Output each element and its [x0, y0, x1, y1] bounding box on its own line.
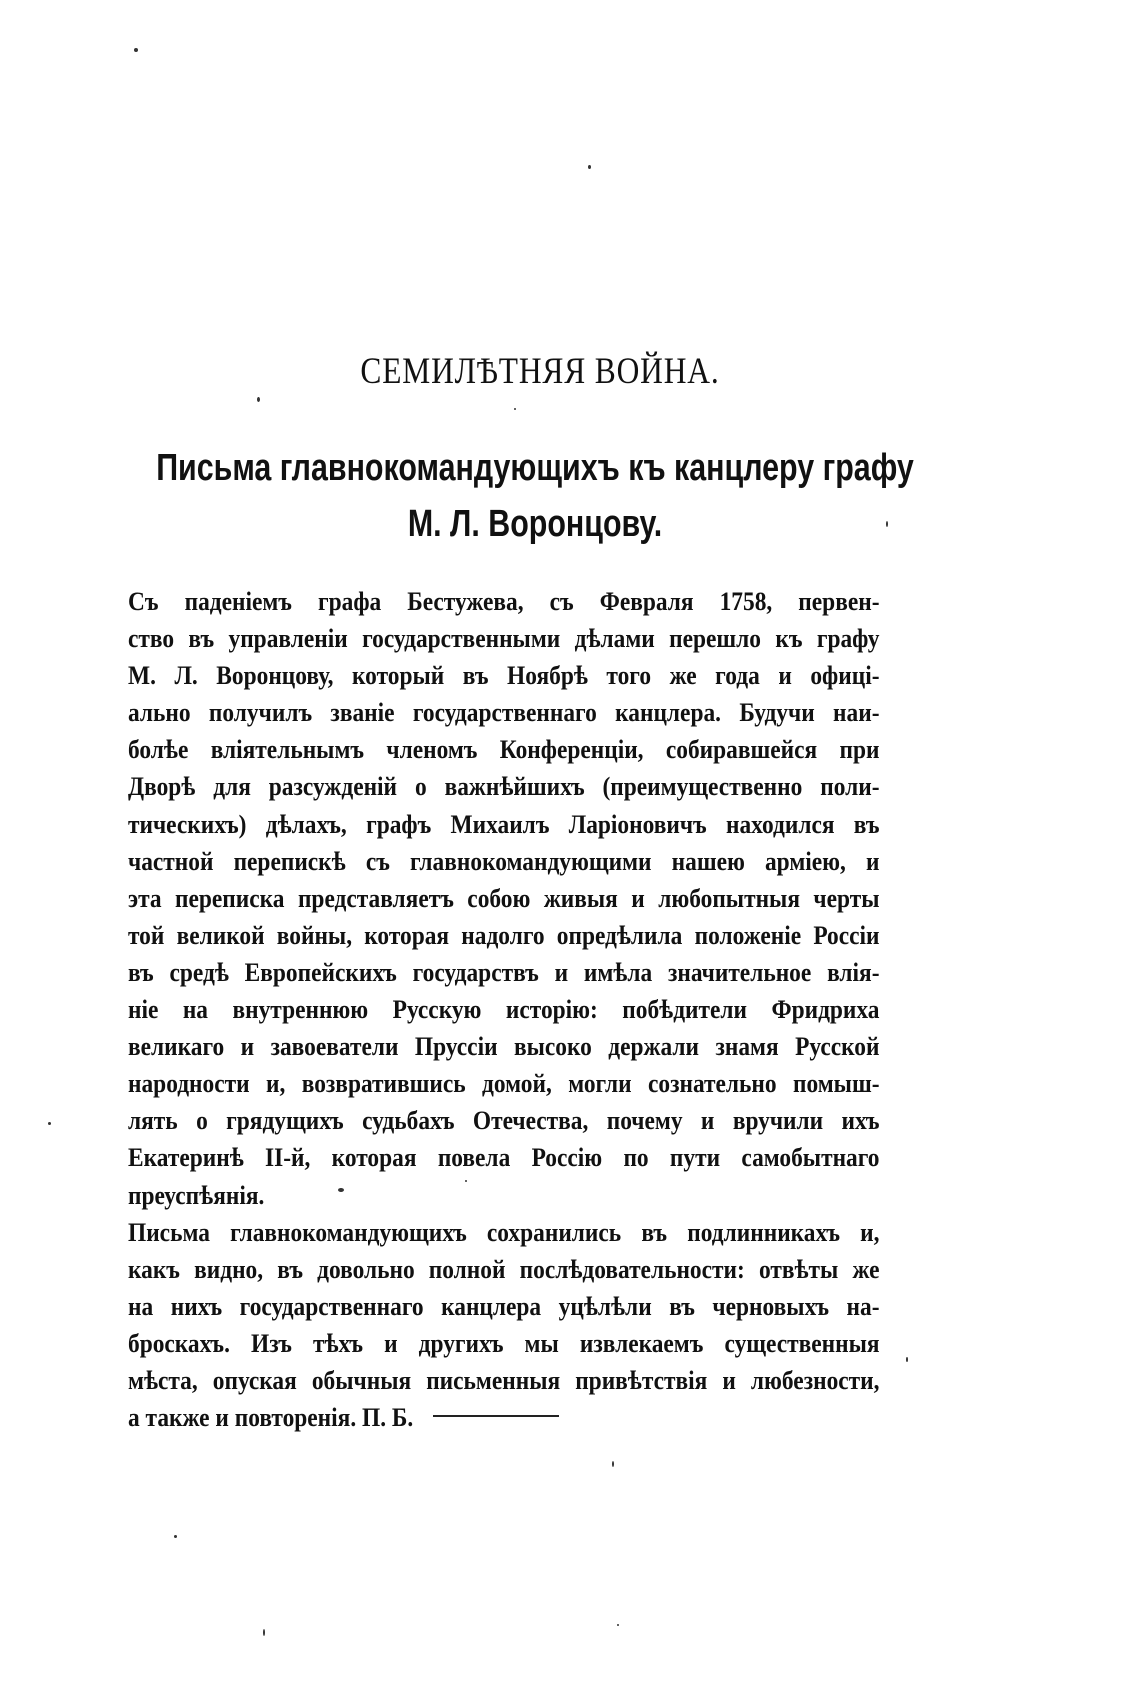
text-line: Дворѣ для разсужденій о важнѣйшихъ (преимущественно поли-: [128, 772, 880, 802]
scan-speck: [617, 1624, 619, 1626]
scan-speck: [263, 1629, 265, 1636]
scan-speck: [134, 48, 138, 52]
text-line: въ средѣ Европейскихъ государствъ и имѣла значительное влія-: [128, 957, 880, 987]
scan-speck: [514, 408, 516, 410]
text-line: преуспѣянія.: [128, 1180, 265, 1210]
text-line: эта переписка представляетъ собою живыя и любопытныя черты: [128, 883, 880, 913]
scan-speck: [906, 1357, 908, 1362]
text-line: болѣе вліятельнымъ членомъ Конференціи, собиравшейся при: [128, 735, 880, 765]
paragraph-1: [128, 583, 880, 1214]
scan-speck: [886, 521, 888, 527]
text-line: ство въ управленіи государственными дѣлами перешло къ графу: [128, 624, 880, 654]
text-line: какъ видно, въ довольно полной послѣдовательности: отвѣты же: [128, 1254, 880, 1284]
subtitle-line-1: Письма главнокомандующихъ къ канцлеру графу: [156, 447, 914, 489]
text-line: ніе на внутреннюю Русскую исторію: побѣдители Фридриха: [128, 995, 880, 1025]
text-line: броскахъ. Изъ тѣхъ и другихъ мы извлекаемъ существенныя: [128, 1328, 880, 1358]
text-line: тическихъ) дѣлахъ, графъ Михаилъ Ларіоновичъ находился въ: [128, 809, 880, 839]
scan-speck: [612, 1461, 614, 1467]
subtitle-line-2: М. Л. Воронцову.: [407, 503, 663, 545]
text-line: Екатеринѣ II-й, которая повела Россію по пути самобытнаго: [128, 1143, 880, 1173]
scan-speck: [588, 165, 591, 169]
scan-speck: [48, 1122, 51, 1125]
text-line: народности и, возвратившись домой, могли сознательно помыш-: [128, 1069, 880, 1099]
text-line: Съ паденіемъ графа Бестужева, съ Февраля 1758, первен-: [128, 587, 880, 616]
text-line: лять о грядущихъ судьбахъ Отечества, почему и вручили ихъ: [128, 1106, 880, 1136]
text-line: великаго и завоеватели Пруссіи высоко держали знамя Русской: [128, 1032, 880, 1062]
text-line: а также и повторенія. П. Б.: [128, 1403, 414, 1433]
page-title: СЕМИЛѢТНЯЯ ВОЙНА.: [360, 351, 720, 392]
scan-speck: [465, 1180, 467, 1182]
text-line: той великой войны, которая надолго опредѣлила положеніе Россіи: [128, 920, 880, 950]
text-line: мѣста, опуская обычныя письменныя привѣтствія и любезности,: [128, 1365, 880, 1395]
text-line: М. Л. Воронцову, который въ Ноябрѣ того же года и офиці-: [128, 661, 880, 691]
scan-speck: [338, 1188, 344, 1192]
text-line: на нихъ государственнаго канцлера уцѣлѣли въ черновыхъ на-: [128, 1291, 880, 1321]
text-line: Письма главнокомандующихъ сохранились въ подлинникахъ и,: [128, 1217, 880, 1247]
paragraph-2: [128, 1214, 880, 1437]
text-line: частной перепискѣ съ главнокомандующими нашею арміею, и: [128, 846, 880, 876]
scan-speck: [174, 1535, 177, 1538]
text-line: ально получилъ званіе государственнаго канцлера. Будучи наи-: [128, 698, 880, 728]
scan-speck: [257, 397, 260, 402]
divider-rule: [433, 1415, 559, 1417]
body-text: [128, 583, 880, 1436]
